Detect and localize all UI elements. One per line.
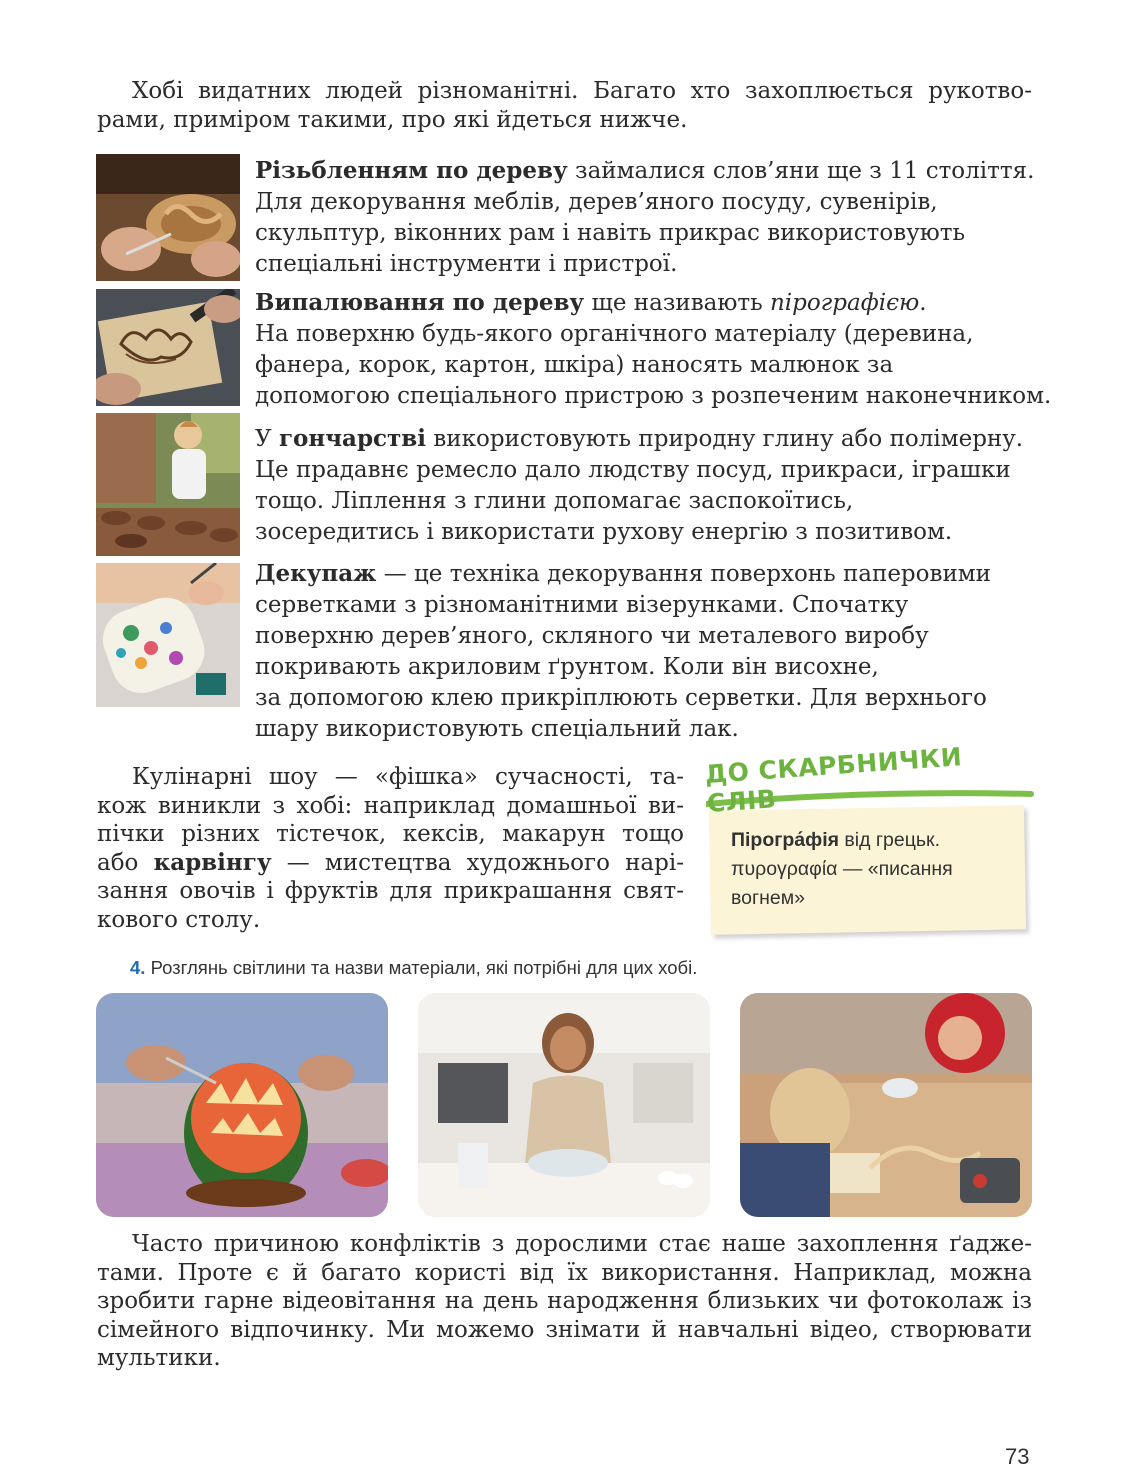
task-instruction: 4. Розглянь світлини та назви матеріали, які потрібні для цих хобі.: [130, 957, 698, 978]
carving-watermelon-photo: [96, 993, 388, 1217]
task-number: 4.: [130, 957, 146, 978]
intro-paragraph: [97, 77, 1032, 134]
hobby-term: Різьбленням по дереву: [255, 157, 568, 184]
culinary-paragraph: Кулінарні шоу — «фішка» сучасності, та- кож виникли з хобі: наприклад домашньої ви- пічки різних тістечок, кексів, макарун тощо або карвінгу — мистецтва художнього нарі- зання овочів і фруктів для прикрашання свят- кового столу.: [97, 764, 684, 933]
intro-line: рами, приміром такими, про які йдеться нижче.: [97, 106, 688, 133]
pottery-photo: [96, 413, 240, 556]
pyrography-text: Випалювання по дереву ще називають пірографією. На поверхню будь-якого органічного матеріалу (деревина, фанера, корок, картон, шкіра) наносять малюнок за допомогою спеціального пристрою з розпеченим наконечником.: [255, 289, 1052, 409]
hobby-term: гончарстві: [278, 425, 427, 452]
decoupage-text: Декупаж — це техніка декорування поверхонь паперовими серветками з різноманітними візерунками. Спочатку поверхню дерев’яного, скляного чи металевого виробу покривають акриловим ґрунтом. Коли він висохне, за допомогою клею прикріплюють серветки. Для верхнього шару використовують спеціальний лак.: [255, 560, 992, 742]
intro-line: Хобі видатних людей різноманітні. Багато хто захоплюється рукотво-: [132, 78, 1032, 104]
boys-pyrography-photo: [740, 993, 1032, 1217]
page-number: 73: [1005, 1444, 1030, 1469]
vocabulary-term: Пірогра́фія: [731, 829, 839, 851]
carving-term: карвінгу: [153, 848, 272, 876]
decoupage-photo: [96, 563, 240, 707]
outro-paragraph: Часто причиною конфліктів з дорослими стає наше захоплення ґаджe- тами. Проте є й багато користі від їх використання. Наприклад, можна зробити гарне відеовітання на день народження близьких чи фотоколаж із сімейного відпочинку. Ми можемо знімати й навчальні відео, створювати мультики.: [97, 1231, 1032, 1371]
vocabulary-title: ДО СКАРБНИЧКИ СЛІВ: [703, 742, 963, 818]
hobby-term: Випалювання по дереву: [255, 289, 585, 316]
pottery-text: У гончарстві використовують природну глину або полімерну. Це прадавнє ремесло дало людству посуд, прикраси, іграшки тощо. Ліплення з глини допомагає заспокоїтись, зосередитись і використати рухову енергію з позитивом.: [255, 425, 1024, 545]
pyrography-photo: [96, 289, 240, 406]
wood-carving-text: Різьбленням по дереву займалися слов’яни ще з 11 століття. Для декорування меблів, дерев’яного посуду, сувенірів, скульптур, віконних рам і навіть прикрас використовують спеціальні інструменти і пристрої.: [255, 157, 1035, 277]
hobby-term: Декупаж: [255, 560, 377, 587]
wood-carving-photo: [96, 154, 240, 281]
vocabulary-definition: Пірогра́фія від грецьк. πυρογραφία — «писання вогнем»: [731, 829, 953, 909]
baking-girl-photo: [418, 993, 710, 1217]
